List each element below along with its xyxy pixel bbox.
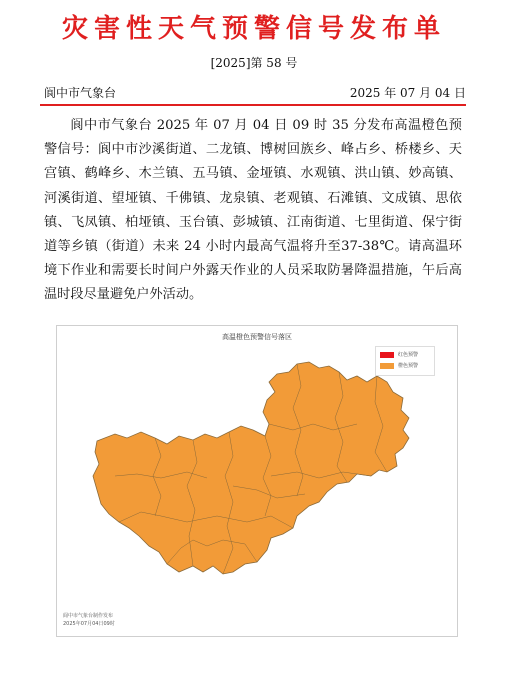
warning-body-text: 阆中市气象台 2025 年 07 月 04 日 09 时 35 分发布高温橙色预警信号：阆中市沙溪街道、二龙镇、博树回族乡、峰占乡、桥楼乡、天宫镇、鹤峰乡、木兰镇、五马镇、金垭镇、水观镇、洪山镇、妙高镇、河溪街道、望垭镇、千佛镇、龙泉镇、老观镇、石滩镇、文成镇、思依镇、飞凤镇、柏垭镇、玉台镇、彭城镇、江南街道、七里街道、保宁街道等乡镇（街道）未来 24 小时内最高气温将升至37-38℃。请高温环境下作业和需要长时间户外露天作业的人员采取防暑降温措施，午后高温时段尽量避免户外活动。 — [44, 118, 462, 303]
map-footer-time: 2025年07月04日09时 — [63, 621, 115, 627]
legend-swatch-orange — [380, 363, 394, 369]
legend-item-red — [380, 351, 418, 359]
red-divider — [40, 104, 466, 106]
map-footer — [63, 612, 115, 628]
map-title: 高温橙色预警信号落区 — [222, 333, 292, 341]
legend-label-red: 红色预警 — [398, 352, 419, 358]
issuer-name: 阆中市气象台 — [44, 86, 117, 100]
issue-number: [2025]第 58 号 — [210, 56, 298, 70]
legend-swatch-red — [380, 352, 394, 358]
map-footer-producer: 阆中市气象台制作发布 — [63, 613, 114, 619]
warning-area-map — [56, 325, 458, 637]
legend-label-orange: 橙色预警 — [398, 363, 419, 369]
map-legend — [375, 346, 435, 376]
region-outline — [93, 362, 409, 574]
page-title: 灾害性天气预警信号发布单 — [61, 14, 446, 44]
issue-date: 2025 年 07 月 04 日 — [349, 86, 466, 100]
legend-item-orange — [380, 362, 418, 370]
